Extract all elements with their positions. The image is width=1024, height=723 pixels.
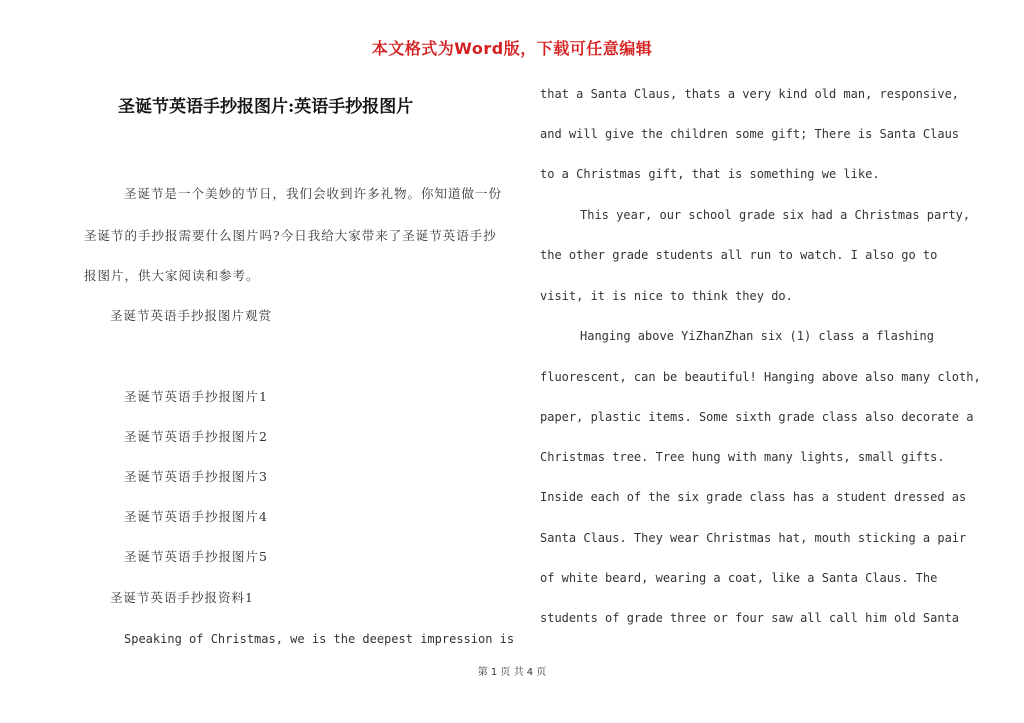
right-line-13: of white beard, wearing a coat, like a Santa Claus. The [540,571,938,585]
right-line-8: fluorescent, can be beautiful! Hanging above also many cloth, [540,370,981,384]
image-caption-4: 圣诞节英语手抄报图片4 [124,509,268,524]
right-line-2: and will give the children some gift; There is Santa Claus [540,127,960,141]
image-caption-2: 圣诞节英语手抄报图片2 [124,429,268,444]
right-line-5: the other grade students all run to watch. I also go to [540,248,938,262]
right-line-1: that a Santa Claus, thats a very kind old man, responsive, [540,87,960,101]
right-line-7: Hanging above YiZhanZhan six (1) class a flashing [580,329,935,343]
right-line-9: paper, plastic items. Some sixth grade class also decorate a [540,410,974,424]
right-line-10: Christmas tree. Tree hung with many lights, small gifts. [540,450,945,464]
right-line-11: Inside each of the six grade class has a student dressed as [540,490,967,504]
right-line-14: students of grade three or four saw all call him old Santa [540,611,960,625]
intro-line-2: 圣诞节的手抄报需要什么图片吗?今日我给大家带来了圣诞节英语手抄 [84,228,497,243]
right-line-4: This year, our school grade six had a Christmas party, [580,208,971,222]
image-caption-1: 圣诞节英语手抄报图片1 [124,389,268,404]
right-line-6: visit, it is nice to think they do. [540,289,793,303]
page-title: 圣诞节英语手抄报图片:英语手抄报图片 [118,97,414,117]
image-caption-5: 圣诞节英语手抄报图片5 [124,549,268,564]
intro-line-3: 报图片，供大家阅读和参考。 [84,268,260,283]
intro-line-1: 圣诞节是一个美妙的节日，我们会收到许多礼物。你知道做一份 [124,186,503,201]
page-number: 第 1 页 共 4 页 [477,667,547,678]
section-heading: 圣诞节英语手抄报图片观赏 [110,308,273,323]
word-format-banner: 本文格式为Word版，下载可任意编辑 [371,39,653,58]
right-line-12: Santa Claus. They wear Christmas hat, mouth sticking a pair [540,531,967,545]
right-line-3: to a Christmas gift, that is something we like. [540,167,880,181]
english-paragraph-start: Speaking of Christmas, we is the deepest impression is [124,632,515,646]
material-heading: 圣诞节英语手抄报资料1 [110,590,254,605]
image-caption-3: 圣诞节英语手抄报图片3 [124,469,268,484]
